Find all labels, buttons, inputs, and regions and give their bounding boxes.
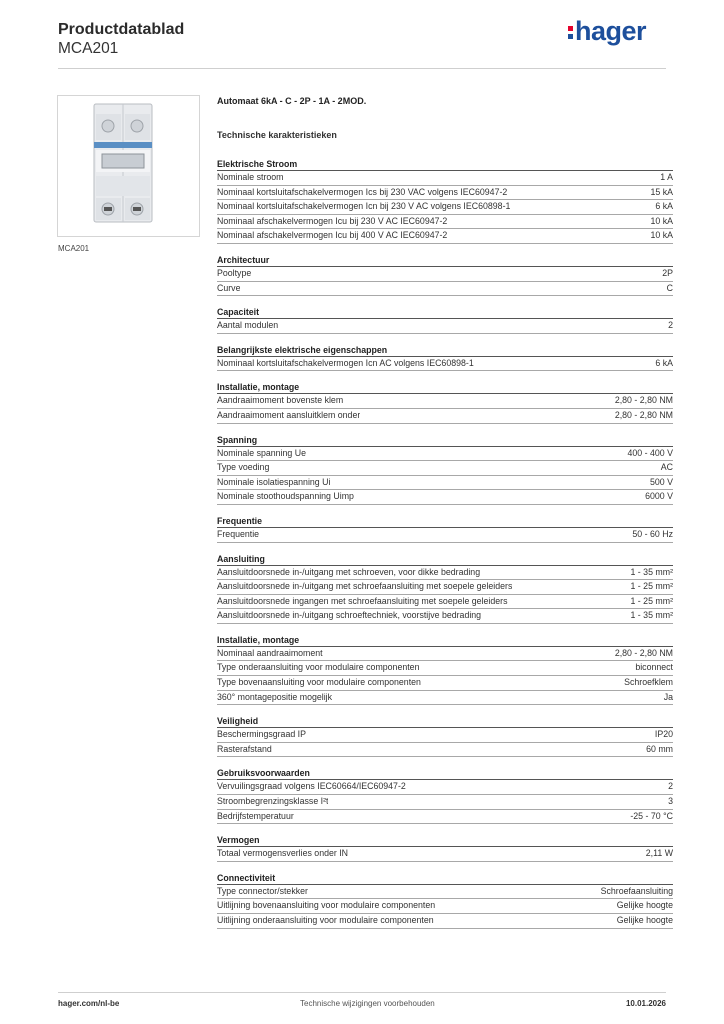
spec-value: 1 - 35 mm² [630,610,673,621]
spec-label: Frequentie [217,528,260,539]
spec-row [217,476,673,491]
spec-section [217,634,673,705]
spec-label: Uitlijning bovenaansluiting voor modulaire componenten [217,900,436,911]
spec-value: Schroefklem [624,677,673,688]
spec-value: 2,80 - 2,80 NM [614,409,673,420]
spec-value: 500 V [650,476,673,487]
technical-characteristics-heading: Technische karakteristieken [217,130,337,140]
spec-value: 6 kA [655,357,673,368]
spec-row [217,229,673,244]
image-caption: MCA201 [58,244,90,253]
footer-date: 10.01.2026 [625,999,666,1008]
spec-section [217,306,673,334]
product-code: MCA201 [58,40,119,57]
spec-value: 10 kA [650,215,673,226]
spec-row [217,528,673,543]
spec-row [217,595,673,610]
spec-row [217,461,673,476]
spec-row [217,447,673,462]
footer-note: Technische wijzigingen voorbehouden [300,999,435,1008]
spec-label: Nominaal aandraaimoment [217,647,323,658]
spec-value: C [666,282,673,293]
spec-label: Totaal vermogensverlies onder IN [217,848,349,859]
spec-value: Schroefaansluiting [600,885,673,896]
footer-divider [58,992,666,993]
spec-label: Nominaal kortsluitafschakelvermogen Icn AC volgens IEC60898-1 [217,357,474,368]
spec-label: Rasterafstand [217,743,272,754]
header-divider [58,68,666,69]
spec-row [217,847,673,862]
spec-label: Beschermingsgraad IP [217,729,306,740]
spec-section [217,872,673,929]
circuit-breaker-image [58,96,199,236]
spec-section [217,767,673,824]
spec-value: 1 A [660,172,673,182]
product-image [57,95,200,237]
spec-row [217,885,673,900]
spec-label: Aandraaimoment aansluitklem onder [217,409,361,420]
spec-label: Type connector/stekker [217,885,308,896]
spec-section [217,834,673,862]
page-title: Productdatablad [58,21,185,38]
spec-value: 2 [668,781,673,792]
spec-label: Nominaal kortsluitafschakelvermogen Ics bij 230 VAC volgens IEC60947-2 [217,186,508,197]
spec-row [217,728,673,743]
spec-label: Curve [217,282,241,293]
spec-label: Nominaal afschakelvermogen Icu bij 230 V AC IEC60947-2 [217,215,448,226]
spec-value: 1 - 25 mm² [630,581,673,592]
spec-label: Nominale spanning Ue [217,447,306,458]
spec-value: 2 [668,320,673,331]
section-title: Elektrische Stroom [217,158,673,171]
spec-label: 360° montagepositie mogelijk [217,691,333,702]
spec-value: Gelijke hoogte [616,900,673,911]
spec-row [217,319,673,334]
spec-value: 15 kA [650,186,673,197]
spec-row [217,409,673,424]
footer-website: hager.com/nl-be [58,999,120,1008]
spec-value: 1 - 25 mm² [630,595,673,606]
spec-label: Type bovenaansluiting voor modulaire componenten [217,677,421,688]
product-name: Automaat 6kA - C - 2P - 1A - 2MOD. [217,96,367,106]
logo-dots-icon [568,23,573,42]
section-title: Veiligheid [217,715,673,728]
spec-section [217,254,673,296]
spec-row [217,914,673,929]
spec-label: Aansluitdoorsnede in-/uitgang schroeftechniek, voorstijve bedrading [217,610,482,621]
spec-row [217,647,673,662]
spec-value: AC [660,462,673,473]
spec-value: biconnect [635,662,673,673]
spec-row [217,580,673,595]
spec-label: Uitlijning onderaansluiting voor modulaire componenten [217,915,434,925]
spec-section [217,434,673,505]
spec-label: Pooltype [217,267,252,278]
spec-row [217,200,673,215]
spec-row [217,609,673,624]
spec-label: Aansluitdoorsnede in-/uitgang met schroefaansluiting met soepele geleiders [217,581,513,592]
spec-label: Vervuilingsgraad volgens IEC60664/IEC60947-2 [217,781,406,792]
spec-label: Nominale stoothoudspanning Uimp [217,491,354,502]
spec-value: Ja [663,691,673,702]
spec-row [217,661,673,676]
spec-label: Nominale isolatiespanning Ui [217,476,331,487]
spec-value: 2P [662,267,673,278]
section-title: Gebruiksvoorwaarden [217,767,673,780]
section-title: Installatie, montage [217,381,673,394]
spec-value: 3 [668,796,673,807]
hager-logo: hager [568,16,646,47]
spec-label: Aantal modulen [217,320,279,331]
section-title: Frequentie [217,515,673,528]
section-title: Aansluiting [217,553,673,566]
spec-section [217,344,673,372]
section-title: Capaciteit [217,306,673,319]
spec-sections [217,158,673,929]
spec-label: Aandraaimoment bovenste klem [217,395,344,406]
spec-value: 6000 V [645,491,673,502]
spec-row [217,780,673,795]
spec-value: 400 - 400 V [627,447,673,458]
spec-row [217,282,673,297]
section-title: Architectuur [217,254,673,267]
spec-value: 60 mm [646,743,673,754]
spec-value: 1 - 35 mm² [630,566,673,577]
spec-row [217,394,673,409]
section-title: Installatie, montage [217,634,673,647]
spec-section [217,553,673,624]
spec-row [217,795,673,810]
spec-row [217,215,673,230]
spec-row [217,810,673,825]
spec-row [217,691,673,706]
section-title: Vermogen [217,834,673,847]
spec-value: 2,11 W [645,848,673,859]
spec-content [217,96,673,929]
spec-value: 2,80 - 2,80 NM [614,647,673,658]
spec-section [217,158,673,244]
spec-label: Nominale stroom [217,172,284,182]
spec-label: Stroombegrenzingsklasse I²t [217,796,329,807]
spec-label: Nominaal kortsluitafschakelvermogen Icn bij 230 V AC volgens IEC60898-1 [217,201,511,212]
spec-row [217,676,673,691]
spec-value: Gelijke hoogte [616,915,673,925]
spec-row [217,357,673,372]
spec-label: Aansluitdoorsnede in-/uitgang met schroeven, voor dikke bedrading [217,566,481,577]
spec-label: Bedrijfstemperatuur [217,810,294,821]
spec-label: Type voeding [217,462,270,473]
spec-value: 2,80 - 2,80 NM [614,395,673,406]
section-title: Spanning [217,434,673,447]
spec-row [217,899,673,914]
spec-section [217,515,673,543]
spec-row [217,743,673,758]
spec-value: 10 kA [650,230,673,241]
spec-value: 6 kA [655,201,673,212]
spec-row [217,171,673,186]
spec-label: Type onderaansluiting voor modulaire componenten [217,662,420,673]
spec-label: Aansluitdoorsnede ingangen met schroefaansluiting met soepele geleiders [217,595,508,606]
spec-row [217,267,673,282]
spec-label: Nominaal afschakelvermogen Icu bij 400 V AC IEC60947-2 [217,230,448,241]
spec-section [217,715,673,757]
section-title: Belangrijkste elektrische eigenschappen [217,344,673,357]
spec-value: -25 - 70 °C [630,810,673,821]
section-title: Connectiviteit [217,872,673,885]
spec-value: IP20 [654,729,673,740]
spec-row [217,566,673,581]
spec-row [217,490,673,505]
spec-section [217,381,673,423]
spec-value: 50 - 60 Hz [632,528,673,539]
spec-row [217,186,673,201]
